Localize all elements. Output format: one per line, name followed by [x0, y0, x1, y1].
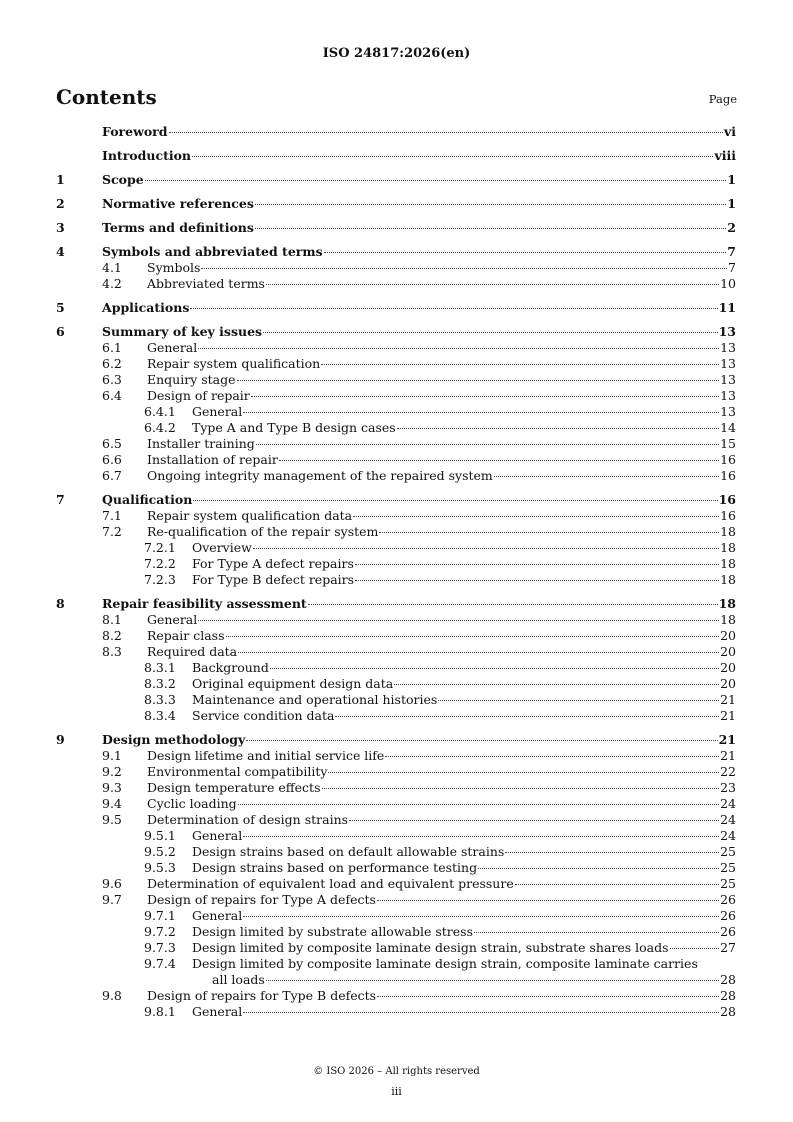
toc-entry-page: 15: [720, 436, 736, 451]
toc-leader-dots: [328, 772, 719, 773]
toc-entry-title: Re-qualification of the repair system: [147, 524, 379, 539]
toc-entry-number: 6.4.1: [144, 404, 176, 419]
toc-leader-dots: [322, 788, 720, 789]
toc-entry-page: 24: [720, 812, 736, 827]
toc-entry[interactable]: [56, 956, 736, 988]
toc-leader-dots: [238, 804, 719, 805]
toc-entry-title: Repair system qualification data: [147, 508, 353, 523]
toc-entry[interactable]: [56, 244, 736, 260]
toc-entry-page: 1: [727, 196, 736, 211]
toc-entry-page: 18: [720, 524, 736, 539]
toc-entry-title: Design temperature effects: [147, 780, 321, 795]
toc-entry[interactable]: [56, 596, 736, 612]
toc-entry-page: 13: [720, 372, 736, 387]
toc-leader-dots: [192, 156, 713, 157]
toc-leader-dots: [355, 580, 719, 581]
toc-leader-dots: [243, 836, 719, 837]
toc-entry[interactable]: [56, 220, 736, 236]
toc-entry-page: 13: [718, 324, 736, 339]
toc-leader-dots: [438, 700, 719, 701]
toc-entry-title: Required data: [147, 644, 238, 659]
toc-entry-number: 6: [56, 324, 65, 339]
toc-entry[interactable]: [56, 276, 736, 292]
toc-leader-dots: [201, 268, 727, 269]
toc-entry-page: 25: [720, 860, 736, 875]
toc-entry-page: 26: [720, 908, 736, 923]
toc-entry-page: 16: [720, 508, 736, 523]
toc-leader-dots: [238, 652, 719, 653]
toc-entry-title: Repair feasibility assessment: [102, 596, 307, 611]
toc-entry[interactable]: [56, 828, 736, 844]
page-title: Contents: [56, 85, 157, 109]
toc-leader-dots: [377, 996, 719, 997]
toc-entry-page: 28: [720, 972, 736, 987]
toc-leader-dots: [379, 532, 719, 533]
toc-entry-page: 16: [720, 468, 736, 483]
toc-entry-number: 9.8: [102, 988, 122, 1003]
toc-entry[interactable]: [56, 404, 736, 420]
toc-entry-title: Symbols and abbreviated terms: [102, 244, 323, 259]
toc-entry[interactable]: [56, 468, 736, 484]
toc-entry-title: Service condition data: [192, 708, 335, 723]
toc-entry[interactable]: [56, 748, 736, 764]
toc-entry-page: vi: [723, 124, 736, 139]
toc-entry[interactable]: [56, 764, 736, 780]
toc-entry-number: 7.2.1: [144, 540, 176, 555]
toc-entry[interactable]: [56, 196, 736, 212]
toc-leader-dots: [505, 852, 719, 853]
toc-entry-title: Determination of design strains: [147, 812, 349, 827]
toc-leader-dots: [397, 428, 719, 429]
toc-leader-dots: [515, 884, 719, 885]
toc-leader-dots: [308, 604, 718, 605]
toc-entry[interactable]: [56, 148, 736, 164]
toc-entry[interactable]: [56, 372, 736, 388]
toc-entry-title: Abbreviated terms: [147, 276, 265, 291]
toc-entry-number: 8.3.2: [144, 676, 176, 691]
toc-leader-dots: [251, 396, 719, 397]
toc-entry-page: 24: [720, 796, 736, 811]
toc-entry-title: Overview: [192, 540, 252, 555]
toc-leader-dots: [279, 460, 719, 461]
toc-entry-title: Terms and definitions: [102, 220, 254, 235]
toc-entry-number: 8: [56, 596, 65, 611]
toc-entry-page: 13: [720, 340, 736, 355]
toc-entry-title: Environmental compatibility: [147, 764, 328, 779]
toc-entry-page: 1: [727, 172, 736, 187]
toc-entry-number: 6.3: [102, 372, 122, 387]
toc-entry[interactable]: [56, 124, 736, 140]
toc-leader-dots: [670, 948, 720, 949]
toc-entry-number: 9.3: [102, 780, 122, 795]
toc-entry-title: Design strains based on default allowable strains: [192, 844, 505, 859]
toc-entry-number: 6.1: [102, 340, 122, 355]
toc-entry-page: viii: [714, 148, 736, 163]
toc-entry-number: 9.6: [102, 876, 122, 891]
toc-entry-number: 3: [56, 220, 65, 235]
toc-entry-number: 6.4: [102, 388, 122, 403]
toc-entry[interactable]: [56, 340, 736, 356]
toc-entry-page: 16: [718, 492, 736, 507]
toc-entry-page: 21: [720, 692, 736, 707]
toc-entry-number: 8.3.3: [144, 692, 176, 707]
toc-entry-page: 23: [720, 780, 736, 795]
toc-entry[interactable]: [56, 628, 736, 644]
toc-entry-page: 28: [720, 988, 736, 1003]
toc-entry[interactable]: [56, 172, 736, 188]
toc-entry-page: 18: [720, 556, 736, 571]
toc-entry-title: Background: [192, 660, 269, 675]
toc-entry-page: 25: [720, 876, 736, 891]
toc-entry-number: 6.5: [102, 436, 122, 451]
toc-entry[interactable]: [56, 812, 736, 828]
toc-entry-number: 1: [56, 172, 65, 187]
toc-entry[interactable]: [56, 612, 736, 628]
toc-entry-number: 8.3.1: [144, 660, 176, 675]
toc-entry-title: For Type A defect repairs: [192, 556, 354, 571]
toc-entry-title: Design limited by substrate allowable stress: [192, 924, 473, 939]
toc-entry-title: Installer training: [147, 436, 255, 451]
toc-entry-title: Applications: [102, 300, 190, 315]
toc-entry-title-continued: all loads: [212, 972, 265, 987]
toc-leader-dots: [256, 444, 719, 445]
toc-leader-dots: [270, 668, 719, 669]
toc-entry[interactable]: [56, 860, 736, 876]
toc-entry-page: 20: [720, 644, 736, 659]
toc-entry-number: 9.5: [102, 812, 122, 827]
toc-entry-number: 4.2: [102, 276, 122, 291]
toc-entry[interactable]: [56, 420, 736, 436]
toc-entry[interactable]: [56, 452, 736, 468]
toc-entry[interactable]: [56, 692, 736, 708]
toc-leader-dots: [349, 820, 719, 821]
toc-entry[interactable]: [56, 924, 736, 940]
table-of-contents: [56, 124, 736, 1020]
toc-leader-dots: [353, 516, 719, 517]
toc-entry-title: Determination of equivalent load and equivalent pressure: [147, 876, 514, 891]
toc-entry-title: General: [192, 908, 243, 923]
toc-entry[interactable]: [56, 780, 736, 796]
toc-entry-number: 9.7.2: [144, 924, 176, 939]
toc-entry[interactable]: [56, 324, 736, 340]
toc-leader-dots: [243, 412, 719, 413]
toc-entry-page: 7: [728, 260, 736, 275]
toc-entry-title: General: [147, 340, 198, 355]
toc-leader-dots: [145, 180, 727, 181]
toc-entry-title: Design limited by composite laminate design strain, composite laminate carries: [192, 956, 698, 971]
toc-entry-title: General: [192, 404, 243, 419]
toc-leader-dots: [243, 916, 719, 917]
toc-entry-title: General: [147, 612, 198, 627]
toc-entry[interactable]: [56, 1004, 736, 1020]
copyright-footer: © ISO 2026 – All rights reserved: [313, 1066, 480, 1077]
toc-entry-title: Summary of key issues: [102, 324, 263, 339]
toc-leader-dots: [377, 900, 719, 901]
toc-entry-title: Cyclic loading: [147, 796, 237, 811]
toc-entry-page: 28: [720, 1004, 736, 1019]
toc-entry[interactable]: [56, 892, 736, 908]
toc-entry-number: 4.1: [102, 260, 122, 275]
toc-entry-title: Qualification: [102, 492, 193, 507]
page-column-label: Page: [708, 92, 737, 106]
toc-entry-number: 7.1: [102, 508, 122, 523]
toc-entry[interactable]: [56, 436, 736, 452]
toc-entry-number: 9.5.3: [144, 860, 176, 875]
toc-entry-number: 9.5.1: [144, 828, 176, 843]
toc-entry[interactable]: [56, 876, 736, 892]
toc-leader-dots: [255, 228, 726, 229]
toc-entry-page: 10: [720, 276, 736, 291]
toc-entry-title: Ongoing integrity management of the repaired system: [147, 468, 493, 483]
toc-entry-title: Introduction: [102, 148, 192, 163]
toc-entry-page: 26: [720, 892, 736, 907]
toc-entry-title: Original equipment design data: [192, 676, 394, 691]
toc-entry-number: 9.7: [102, 892, 122, 907]
toc-entry-page: 14: [720, 420, 736, 435]
toc-entry-number: 6.4.2: [144, 420, 176, 435]
toc-entry-page: 20: [720, 660, 736, 675]
toc-entry[interactable]: [56, 300, 736, 316]
toc-entry-title: Design strains based on performance testing: [192, 860, 478, 875]
toc-leader-dots: [237, 380, 720, 381]
toc-entry-number: 9.5.2: [144, 844, 176, 859]
toc-entry-title: Foreword: [102, 124, 168, 139]
toc-entry-number: 9.1: [102, 748, 122, 763]
toc-entry[interactable]: [56, 844, 736, 860]
toc-entry-number: 8.2: [102, 628, 122, 643]
toc-entry-number: 9.7.4: [144, 956, 176, 971]
toc-entry-title: Design of repairs for Type A defects: [147, 892, 376, 907]
toc-entry-title: Design limited by composite laminate design strain, substrate shares loads: [192, 940, 669, 955]
toc-entry-number: 9.7.1: [144, 908, 176, 923]
toc-leader-dots: [478, 868, 719, 869]
toc-leader-dots: [193, 500, 717, 501]
toc-entry-number: 8.1: [102, 612, 122, 627]
toc-entry-title: Design of repairs for Type B defects: [147, 988, 377, 1003]
toc-entry-page: 13: [720, 356, 736, 371]
toc-leader-dots: [266, 980, 719, 981]
toc-entry-page: 16: [720, 452, 736, 467]
toc-leader-dots: [226, 636, 720, 637]
toc-entry-number: 8.3.4: [144, 708, 176, 723]
toc-entry[interactable]: [56, 708, 736, 724]
toc-leader-dots: [324, 252, 727, 253]
toc-entry-title: Design methodology: [102, 732, 246, 747]
toc-entry-title: Enquiry stage: [147, 372, 236, 387]
toc-leader-dots: [198, 620, 719, 621]
toc-entry-page: 21: [718, 732, 736, 747]
document-id-header: ISO 24817:2026(en): [322, 46, 471, 61]
toc-entry-title: General: [192, 1004, 243, 1019]
toc-entry[interactable]: [56, 732, 736, 748]
toc-entry-number: 9.7.3: [144, 940, 176, 955]
toc-leader-dots: [263, 332, 718, 333]
toc-entry-page: 13: [720, 388, 736, 403]
toc-entry-number: 7.2: [102, 524, 122, 539]
toc-entry-page: 20: [720, 676, 736, 691]
toc-entry-page: 18: [720, 572, 736, 587]
toc-entry-number: 2: [56, 196, 65, 211]
toc-entry-page: 21: [720, 748, 736, 763]
toc-entry[interactable]: [56, 492, 736, 508]
toc-entry-number: 6.7: [102, 468, 122, 483]
toc-leader-dots: [246, 740, 717, 741]
toc-entry-page: 18: [720, 612, 736, 627]
toc-entry-page: 27: [720, 940, 736, 955]
toc-entry-number: 6.2: [102, 356, 122, 371]
toc-entry-number: 5: [56, 300, 65, 315]
toc-entry-title: Design of repair: [147, 388, 250, 403]
toc-leader-dots: [266, 284, 719, 285]
toc-leader-dots: [394, 684, 719, 685]
toc-entry-title: Symbols: [147, 260, 201, 275]
toc-entry-page: 21: [720, 708, 736, 723]
toc-entry-title: Maintenance and operational histories: [192, 692, 438, 707]
toc-leader-dots: [474, 932, 719, 933]
page-number: iii: [391, 1085, 402, 1098]
toc-entry-number: 9.2: [102, 764, 122, 779]
toc-entry[interactable]: [56, 660, 736, 676]
toc-leader-dots: [243, 1012, 719, 1013]
toc-entry-title: Type A and Type B design cases: [192, 420, 396, 435]
toc-entry-page: 22: [720, 764, 736, 779]
toc-entry-number: 7.2.2: [144, 556, 176, 571]
toc-entry-page: 24: [720, 828, 736, 843]
toc-entry-title: For Type B defect repairs: [192, 572, 355, 587]
toc-leader-dots: [198, 348, 719, 349]
toc-entry-title: General: [192, 828, 243, 843]
toc-entry-page: 25: [720, 844, 736, 859]
toc-leader-dots: [355, 564, 719, 565]
toc-entry-number: 9: [56, 732, 65, 747]
toc-entry-title: Normative references: [102, 196, 254, 211]
toc-entry[interactable]: [56, 388, 736, 404]
toc-leader-dots: [253, 548, 719, 549]
toc-entry-number: 7.2.3: [144, 572, 176, 587]
toc-leader-dots: [169, 132, 723, 133]
toc-entry[interactable]: [56, 556, 736, 572]
toc-leader-dots: [255, 204, 726, 205]
toc-leader-dots: [385, 756, 719, 757]
toc-entry[interactable]: [56, 540, 736, 556]
toc-entry-number: 6.6: [102, 452, 122, 467]
toc-entry-page: 18: [720, 540, 736, 555]
toc-entry-page: 26: [720, 924, 736, 939]
toc-entry-title: Installation of repair: [147, 452, 278, 467]
toc-entry[interactable]: [56, 796, 736, 812]
toc-entry-number: 9.4: [102, 796, 122, 811]
toc-entry[interactable]: [56, 260, 736, 276]
toc-entry-page: 2: [727, 220, 736, 235]
toc-entry[interactable]: [56, 572, 736, 588]
toc-entry[interactable]: [56, 908, 736, 924]
toc-entry-title: Scope: [102, 172, 144, 187]
toc-entry[interactable]: [56, 508, 736, 524]
toc-leader-dots: [321, 364, 719, 365]
toc-entry-page: 18: [718, 596, 736, 611]
toc-entry-title: Design lifetime and initial service life: [147, 748, 385, 763]
toc-entry-number: 4: [56, 244, 65, 259]
toc-leader-dots: [190, 308, 717, 309]
toc-entry-page: 11: [718, 300, 736, 315]
toc-entry[interactable]: [56, 940, 736, 956]
toc-entry-number: 8.3: [102, 644, 122, 659]
toc-entry[interactable]: [56, 988, 736, 1004]
toc-entry-title: Repair class: [147, 628, 225, 643]
toc-entry[interactable]: [56, 524, 736, 540]
toc-entry-page: 7: [727, 244, 736, 259]
toc-entry-title: Repair system qualification: [147, 356, 321, 371]
toc-entry[interactable]: [56, 644, 736, 660]
toc-entry-page: 20: [720, 628, 736, 643]
toc-entry-page: 13: [720, 404, 736, 419]
toc-entry[interactable]: [56, 676, 736, 692]
toc-leader-dots: [335, 716, 719, 717]
toc-leader-dots: [494, 476, 719, 477]
toc-entry[interactable]: [56, 356, 736, 372]
toc-entry-number: 9.8.1: [144, 1004, 176, 1019]
toc-entry-number: 7: [56, 492, 65, 507]
